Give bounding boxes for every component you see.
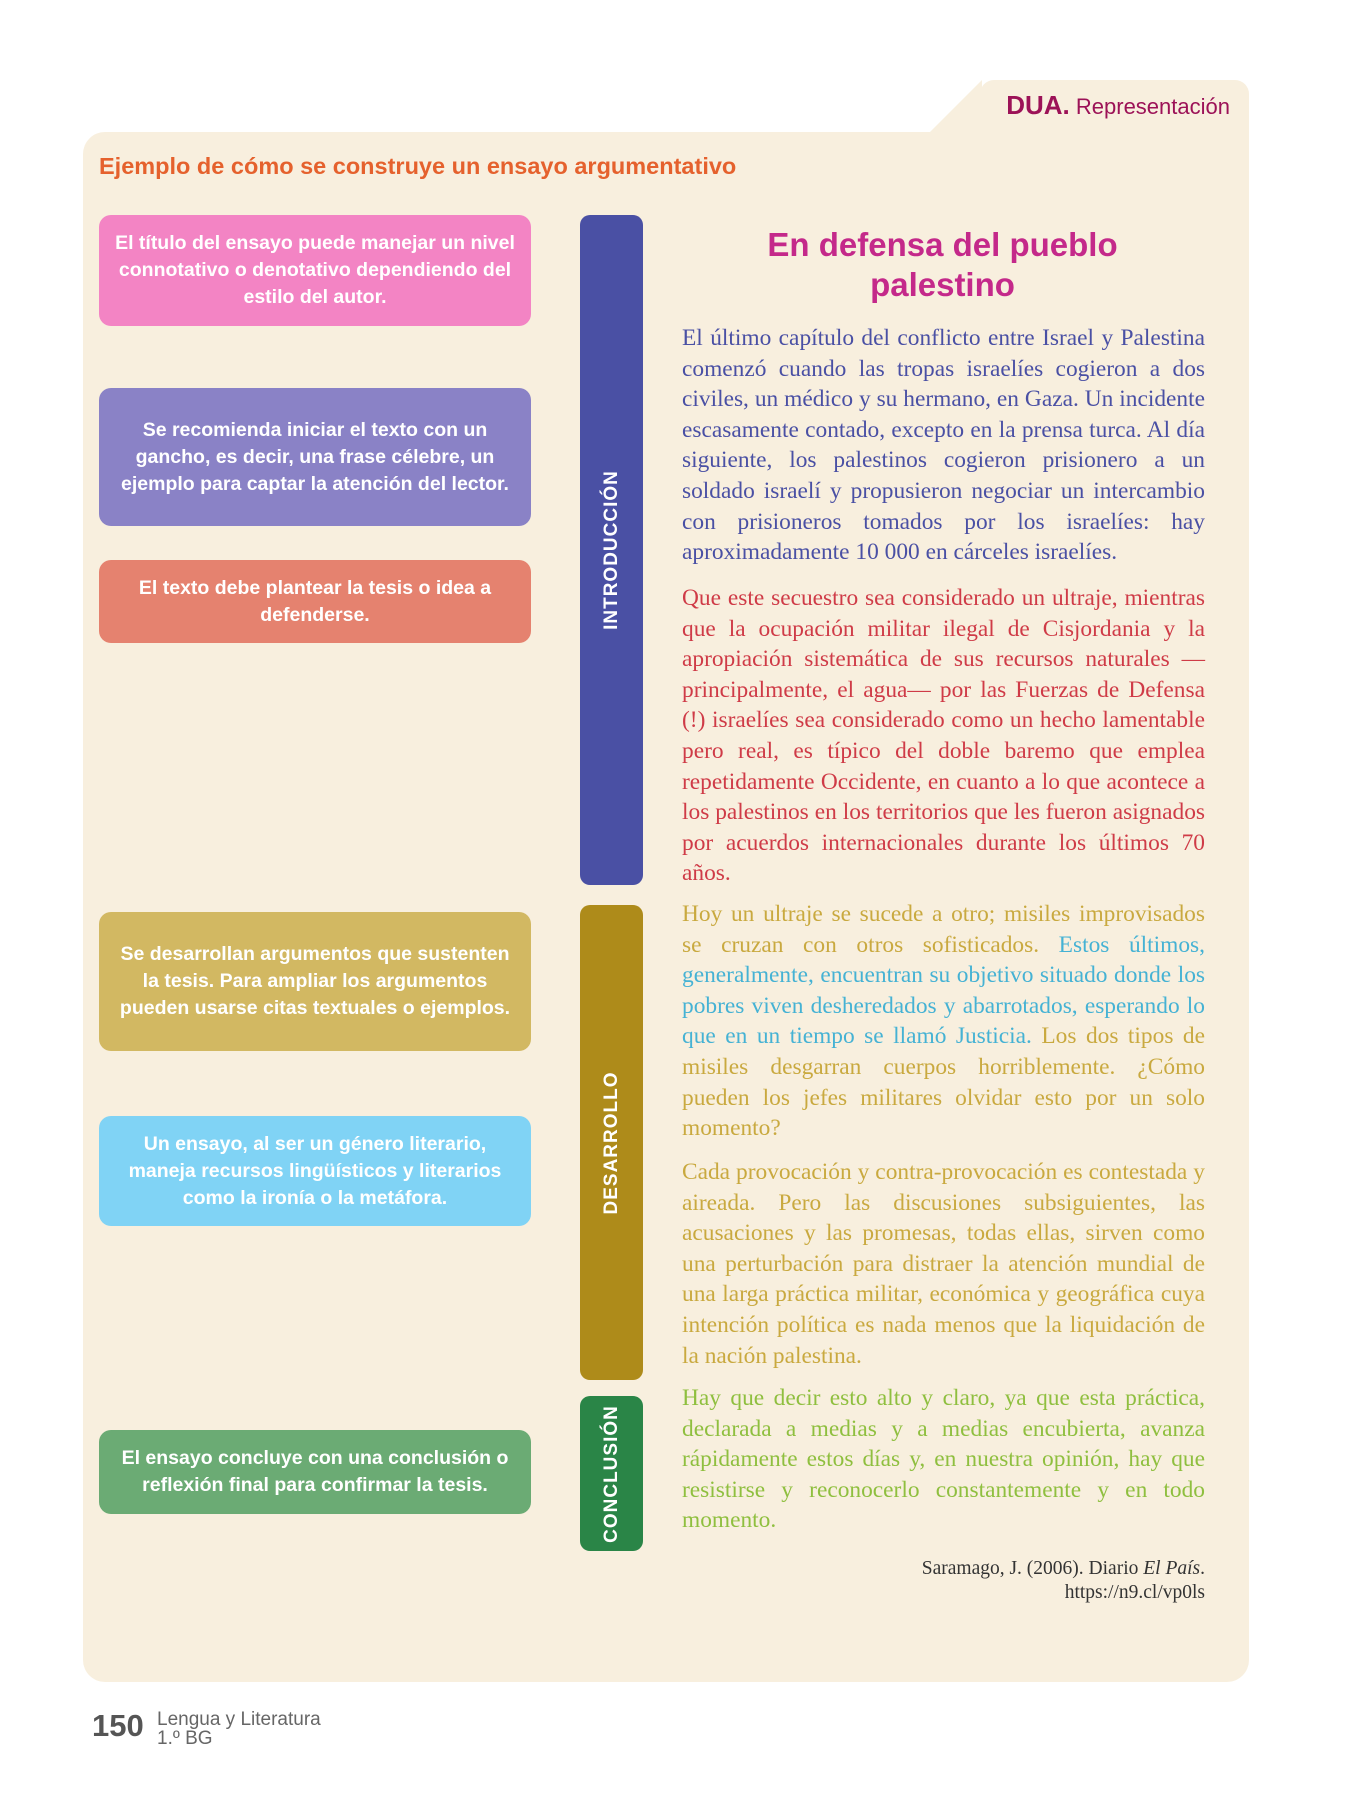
essay-paragraph-3-end: Los dos tipos de misiles desgarran cuerpos horriblemente. ¿Cómo pueden los jefes militares olvidar esto por un solo momento? <box>682 1023 1205 1142</box>
essay-paragraph-3-hook: Hoy un ultraje se sucede a otro; misiles improvisados se cruzan con otros sofisticados. <box>682 901 1205 958</box>
note-title <box>99 215 531 326</box>
note-conclusion-text: El ensayo concluye con una conclusión o reflexión final para confirmar la tesis. <box>121 1447 509 1496</box>
citation-end: . <box>1200 1558 1205 1579</box>
footer-subject-name: Lengua y Literatura <box>157 1709 321 1730</box>
note-arguments <box>99 912 531 1051</box>
note-thesis <box>99 560 531 643</box>
citation <box>922 1557 1205 1605</box>
citation-url: https://n9.cl/vp0ls <box>1064 1582 1205 1603</box>
citation-author: Saramago, J. (2006). Diario <box>921 1558 1144 1579</box>
section-label-conclusion: CONCLUSIÓN <box>600 1404 622 1543</box>
section-title: Ejemplo de cómo se construye un ensayo argumentativo <box>99 153 737 179</box>
footer-subject <box>157 1710 321 1748</box>
note-resources-text: Un ensayo, al ser un género literario, maneja recursos lingüísticos y literarios como la ironía o la metáfora. <box>128 1132 502 1209</box>
note-conclusion <box>99 1430 531 1514</box>
essay-paragraph-2: Que este secuestro sea considerado un ultraje, mientras que la ocupación militar ilegal de Cisjordania y la apropiación sistemática de sus recursos naturales —principalmente, el agua— por las Fuerzas de Defensa (!) israelíes sea considerado como un hecho lamentable pero real, es típico del doble baremo que emplea repetidamente Occidente, en cuanto a lo que acontece a los palestinos en los territorios que les fueron asignados por acuerdos internacionales durante los últimos 70 años. <box>682 585 1205 887</box>
essay-paragraph-1: El último capítulo del conflicto entre Israel y Palestina comenzó cuando las tropas israelíes cogieron a dos civiles, un médico y su hermano, en Gaza. Un incidente escasamente contado, excepto en la prensa turca. Al día siguiente, los palestinos cogieron prisionero a un soldado israelí y propusieron negociar un intercambio con prisioneros tomados por los israelíes: hay aproximadamente 10 000 en cárceles israelíes. <box>682 325 1205 566</box>
note-arguments-text: Se desarrollan argumentos que sustenten la tesis. Para ampliar los argumentos pueden usarse citas textuales o ejemplos. <box>119 943 511 1019</box>
dua-topic: Representación <box>1075 94 1230 119</box>
footer-grade: 1.º BG <box>157 1728 213 1749</box>
dua-header <box>1006 90 1230 121</box>
essay-paragraph-4: Cada provocación y contra-provocación es contestada y aireada. Pero las discusiones subsiguientes, las acusaciones y las promesas, todas ellas, sirven como una perturbación para distraer la atención mundial de una larga práctica militar, económica y geográfica cuya intención política es nada menos que la liquidación de la nación palestina. <box>682 1159 1205 1369</box>
section-bar-desarrollo <box>580 905 643 1380</box>
section-label-introduccion: INTRODUCCIÓN <box>600 470 622 630</box>
note-hook <box>99 388 531 526</box>
section-bar-conclusion <box>580 1396 643 1551</box>
note-hook-text: Se recomienda iniciar el texto con un gancho, es decir, una frase célebre, un ejemplo para captar la atención del lector. <box>121 418 509 495</box>
page-number: 150 <box>92 1708 144 1743</box>
essay-title: En defensa del pueblo palestino <box>767 226 1118 303</box>
header-tab-slope <box>930 80 982 132</box>
note-title-text: El título del ensayo puede manejar un nivel connotativo o denotativo dependiendo del estilo del autor. <box>115 232 515 308</box>
note-resources <box>99 1116 531 1226</box>
citation-source: El País <box>1143 1558 1201 1579</box>
citation-line <box>922 1557 1205 1581</box>
essay-paragraph-3-figure: Estos últimos, generalmente, encuentran su objetivo situado donde los pobres viven desheredados y abarrotados, esperando lo que en un tiempo se llamó Justicia. <box>682 931 1206 1050</box>
essay-paragraph-3 <box>682 899 1205 1144</box>
dua-label: DUA. <box>1006 90 1070 120</box>
section-label-desarrollo: DESARROLLO <box>600 1071 622 1214</box>
note-thesis-text: El texto debe plantear la tesis o idea a defenderse. <box>138 576 492 626</box>
essay-paragraph-5: Hay que decir esto alto y claro, ya que esta práctica, declarada a medias y a medias encubierta, avanza rápidamente estos días y, en nuestra opinión, hay que resistirse y reconocerlo constantemente y en todo momento. <box>682 1385 1205 1534</box>
section-bar-introduccion <box>580 215 643 885</box>
